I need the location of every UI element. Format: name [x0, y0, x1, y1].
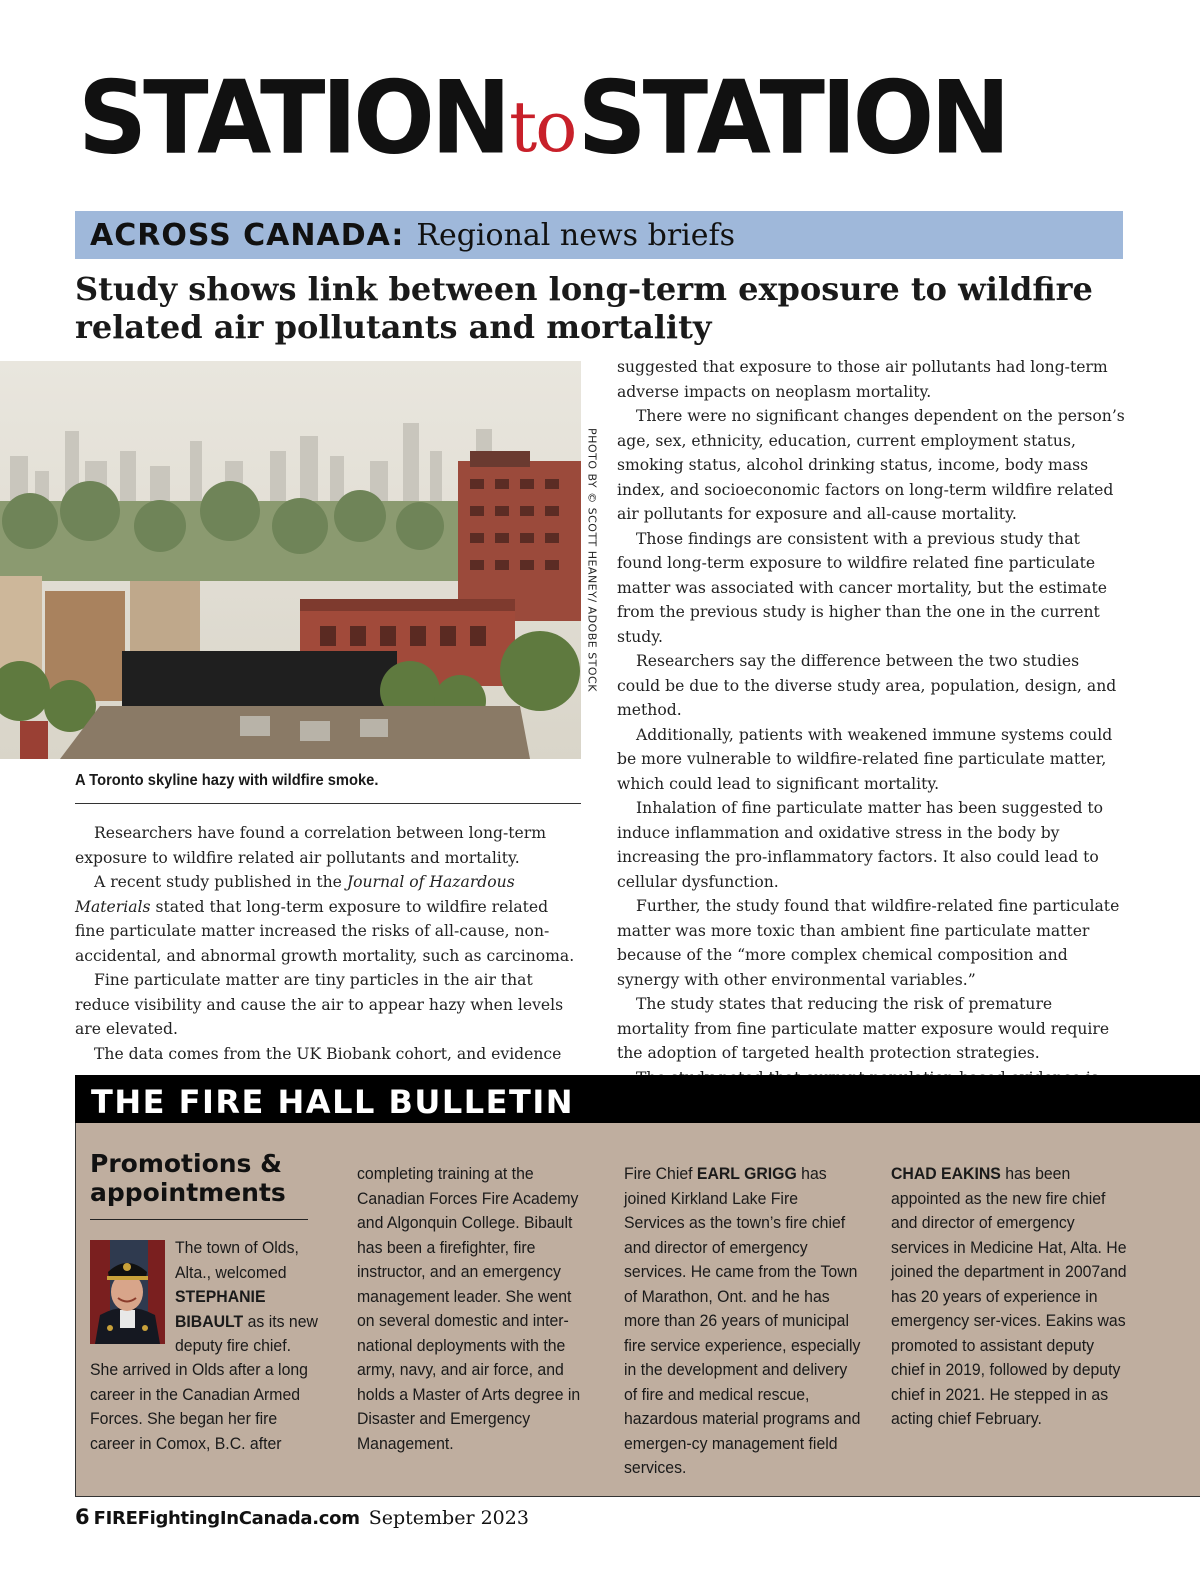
- caption-divider: [75, 803, 581, 804]
- bulletin-col4: CHAD EAKINS has been appointed as the new fire chief and director of emergency services in Medicine Hat, Alta. He joined the department in 2007and has 20 years of experience in emergency ser-vices. Eakins was promoted to assistant deputy chief in 2019, followed by deputy chief in 2021. He stepped in as acting chief February.: [891, 1164, 1127, 1428]
- promotions-title: Promotions & appointments: [90, 1149, 286, 1207]
- paragraph: suggested that exposure to those air pollutants had long-term adverse impacts on neoplasm mortality.: [617, 358, 1108, 401]
- article-column-1: [75, 821, 581, 1066]
- page-number: 6: [75, 1505, 90, 1529]
- paragraph: Additionally, patients with weakened immune systems could be more vulnerable to wildfire-related fine particulate matter, which could lead to significant mortality.: [617, 725, 1113, 793]
- bulletin-col3: Fire Chief EARL GRIGG has joined Kirkland Lake Fire Services as the town’s fire chief and director of emergency services. He came from the Town of Marathon, Ont. and he has more than 26 years of municipal fire service experience, especially in the development and delivery of fire and medical rescue, hazardous material programs and emergen-cy management field services.: [624, 1164, 861, 1477]
- photo-credit: PHOTO BY © SCOTT HEANEY/ ADOBE STOCK: [585, 428, 599, 692]
- bulletin-header: [75, 1075, 1200, 1123]
- photo-caption: A Toronto skyline hazy with wildfire smoke.: [75, 772, 379, 789]
- paragraph: The data comes from the UK Biobank cohort, and evidence: [94, 1044, 562, 1063]
- portrait-illustration: [90, 1240, 165, 1344]
- section-label: ACROSS CANADA:: [90, 217, 405, 253]
- person-name: CHAD EAKINS: [891, 1164, 1001, 1183]
- promotions-divider: [90, 1219, 308, 1220]
- masthead-station-2: STATION: [577, 59, 1007, 177]
- photo-illustration: [0, 361, 581, 759]
- section-subtitle: Regional news briefs: [416, 217, 736, 253]
- paragraph: A recent study published in the Journal of Hazardous Materials stated that long-term exposure to wildfire related fine particulate matter increased the risks of all-cause, non-accidental, and abnormal growth mortality, such as carcinoma.: [75, 873, 575, 965]
- masthead: [78, 59, 1007, 177]
- paragraph: Fine particulate matter are tiny particles in the air that reduce visibility and cause the air to appear hazy when levels are elevated.: [75, 971, 564, 1038]
- toronto-skyline-photo: [0, 361, 581, 759]
- paragraph: The study states that reducing the risk of premature mortality from fine particulate matter exposure would require the adoption of targeted health protection strategies.: [617, 995, 1110, 1062]
- paragraph: Researchers say the difference between the two studies could be due to the diverse study area, population, design, and method.: [617, 652, 1117, 719]
- person-name: STEPHANIE BIBAULT: [175, 1287, 266, 1331]
- article-column-2: [617, 355, 1127, 1115]
- deputy-chief-portrait: [90, 1240, 165, 1344]
- site-link[interactable]: FIREFightingInCanada.com: [93, 1508, 360, 1529]
- bulletin-title: THE FIRE HALL BULLETIN: [91, 1083, 575, 1121]
- masthead-station-1: STATION: [78, 59, 508, 177]
- paragraph: Inhalation of fine particulate matter has been suggested to induce inflammation and oxidative stress in the body by increasing the pro-inflammatory factors. It also could lead to cellular dysfunction.: [617, 799, 1104, 891]
- paragraph: Researchers have found a correlation between long-term exposure to wildfire related air pollutants and mortality.: [75, 824, 547, 867]
- bulletin-col2: completing training at the Canadian Forces Fire Academy and Algonquin College. Bibault has been a firefighter, fire instructor, and an emergency management leader. She went on several domestic and inter-national deployments with the army, navy, and air force, and holds a Master of Arts degree in Disaster and Emergency Management.: [357, 1164, 581, 1453]
- paragraph: There were no significant changes dependent on the person’s age, sex, ethnicity, education, current employment status, smoking status, alcohol drinking status, income, body mass index, and socioeconomic factors on long-term wildfire related air pollutants for exposure and all-cause mortality.: [617, 407, 1125, 523]
- section-bar: [75, 211, 1123, 259]
- paragraph: Further, the study found that wildfire-related fine particulate matter was more toxic than ambient fine particulate matter because of the “more complex chemical composition and synergy with other environmental variables.”: [617, 897, 1120, 989]
- bulletin-col1-intro: The town of Olds, Alta., welcomed STEPHANIE BIBAULT as its new deputy fire chief.: [175, 1238, 318, 1355]
- article-headline: Study shows link between long-term exposure to wildfire related air pollutants and mortality: [75, 270, 1093, 346]
- bulletin-col1-rest: She arrived in Olds after a long career in the Canadian Armed Forces. She began her fire career in Comox, B.C. after: [90, 1360, 308, 1453]
- issue-date: September 2023: [368, 1507, 529, 1529]
- paragraph: Those findings are consistent with a previous study that found long-term exposure to wildfire related fine particulate matter was associated with cancer mortality, but the estimate from the previous study is higher than the one in the current study.: [617, 529, 1107, 646]
- journal-title: Journal of Hazardous Materials: [75, 873, 515, 916]
- masthead-to: to: [509, 86, 576, 168]
- person-name: EARL GRIGG: [696, 1164, 797, 1183]
- page-footer: [75, 1505, 529, 1529]
